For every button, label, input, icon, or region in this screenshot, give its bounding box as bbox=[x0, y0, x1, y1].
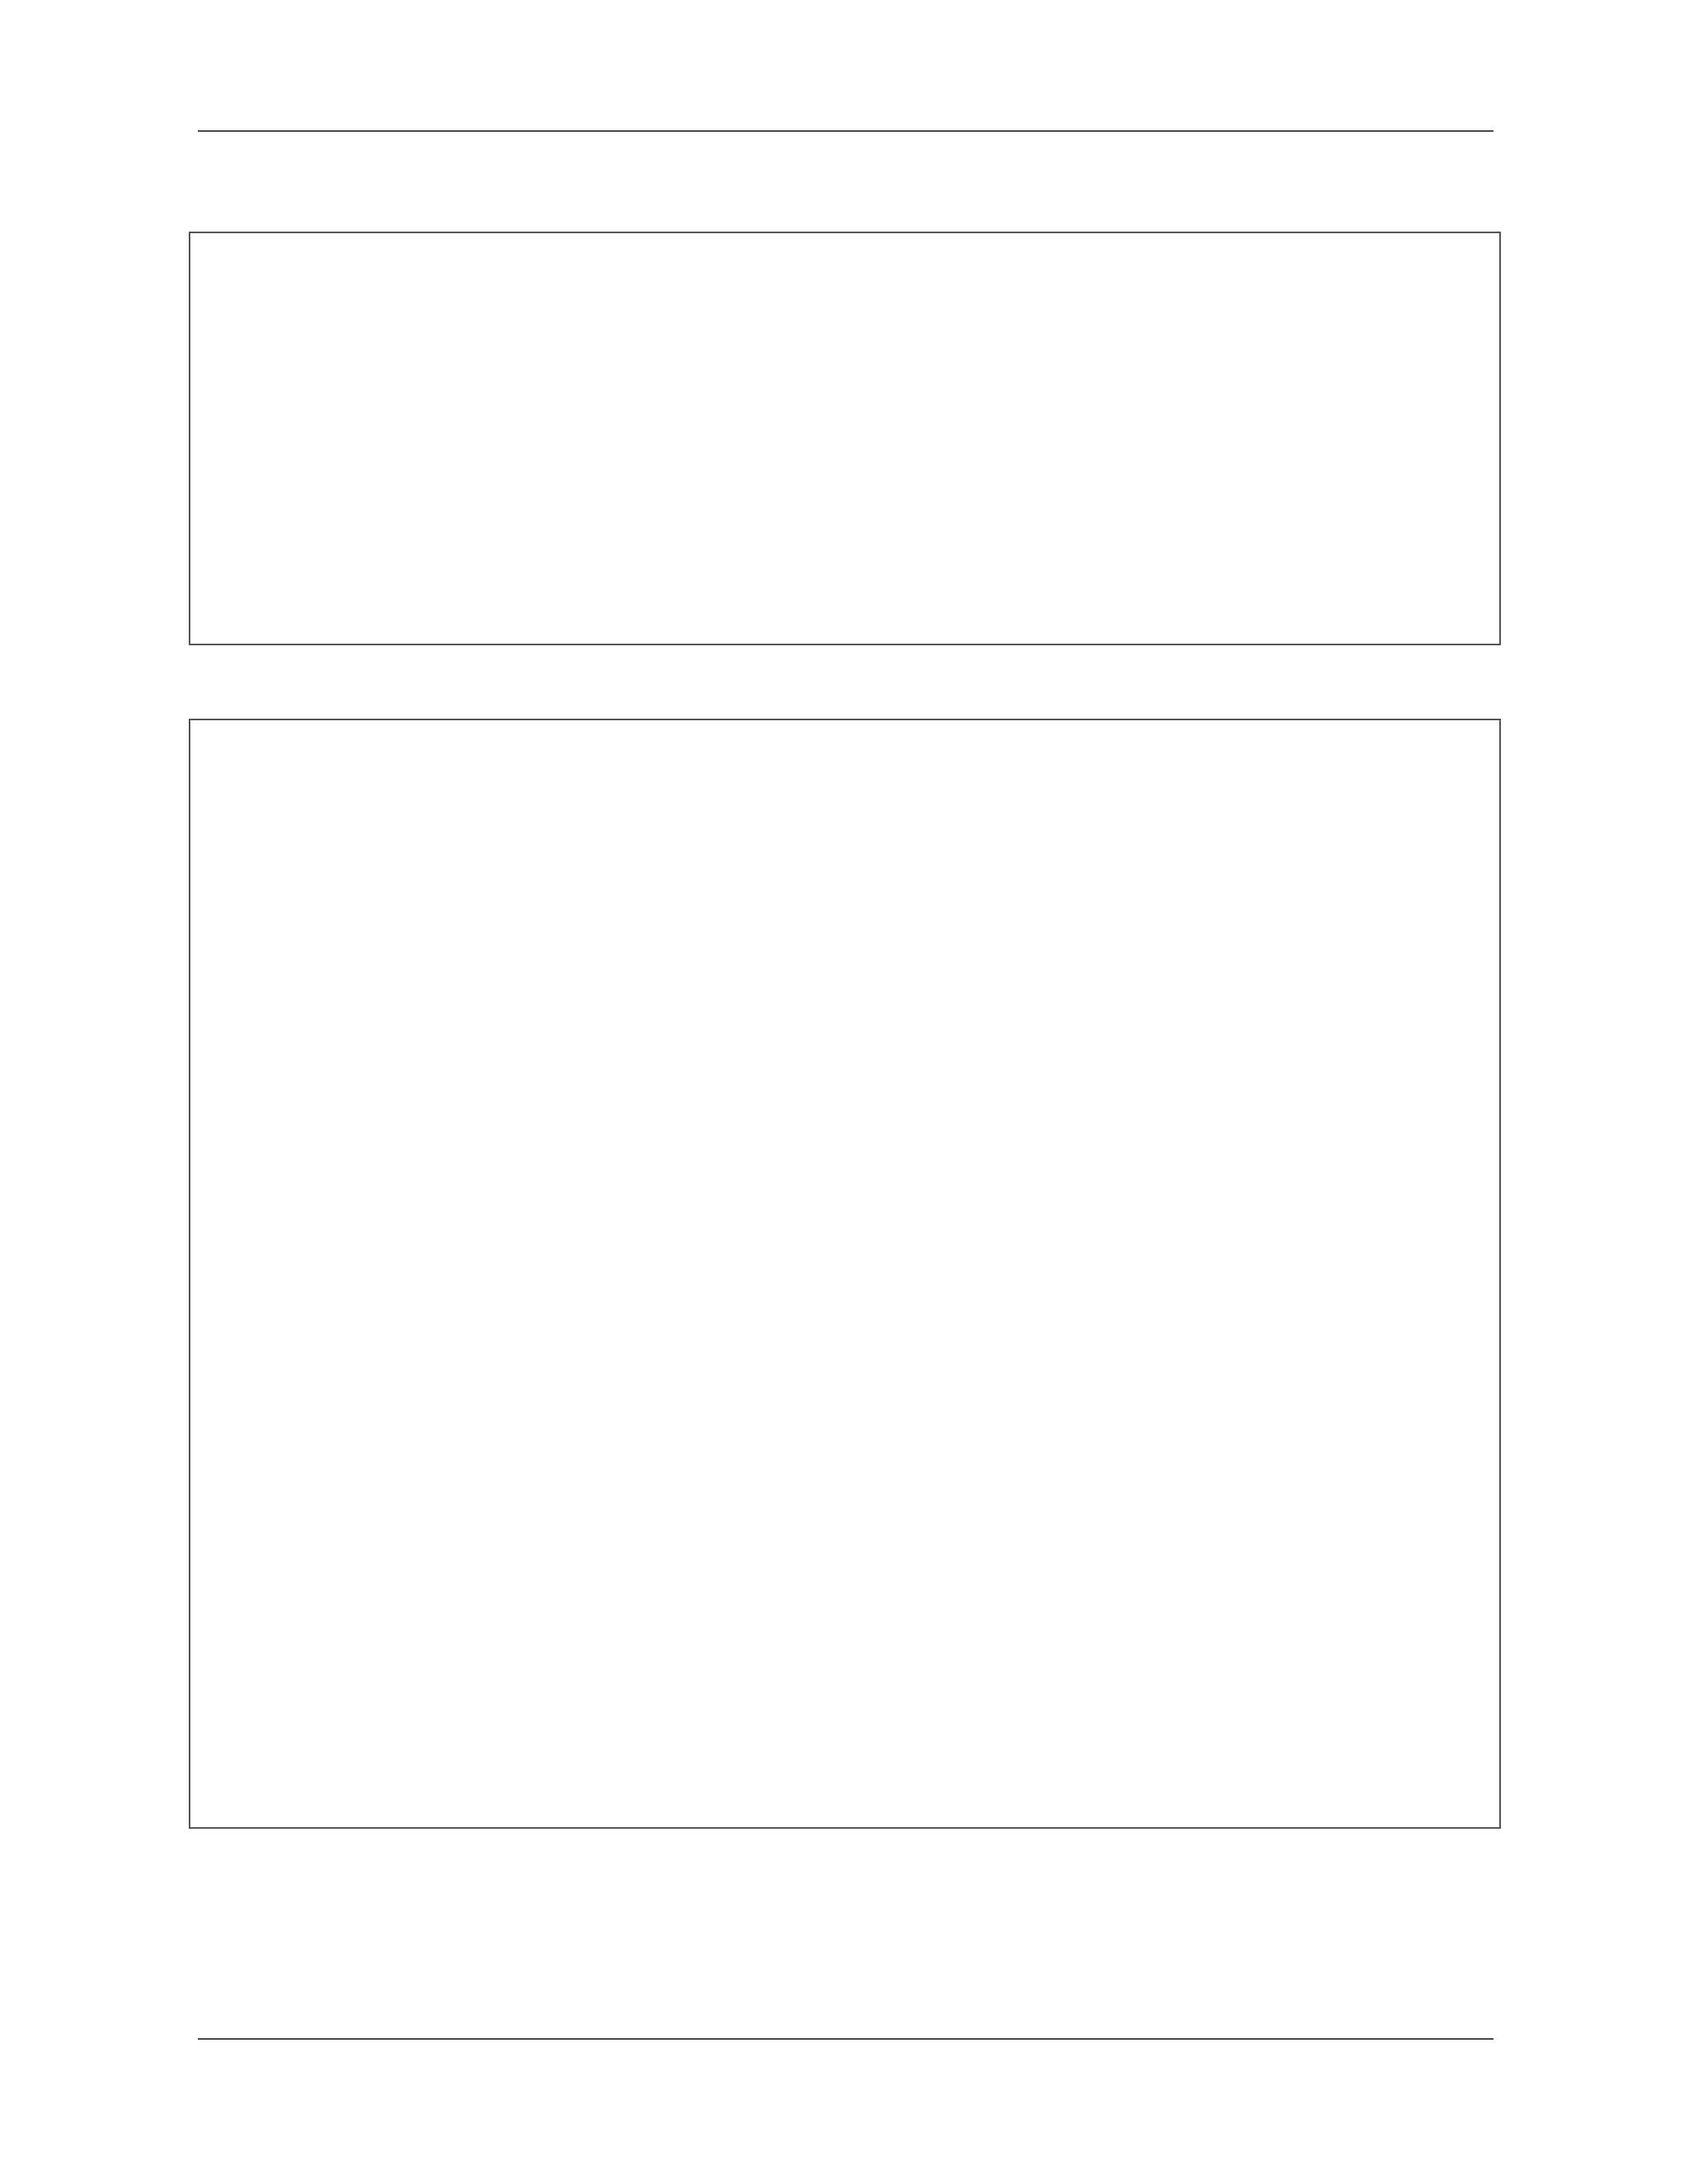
page-footer bbox=[198, 2038, 1493, 2089]
page-header bbox=[198, 89, 1493, 132]
output-block bbox=[189, 719, 1501, 1829]
code-block bbox=[189, 232, 1501, 645]
